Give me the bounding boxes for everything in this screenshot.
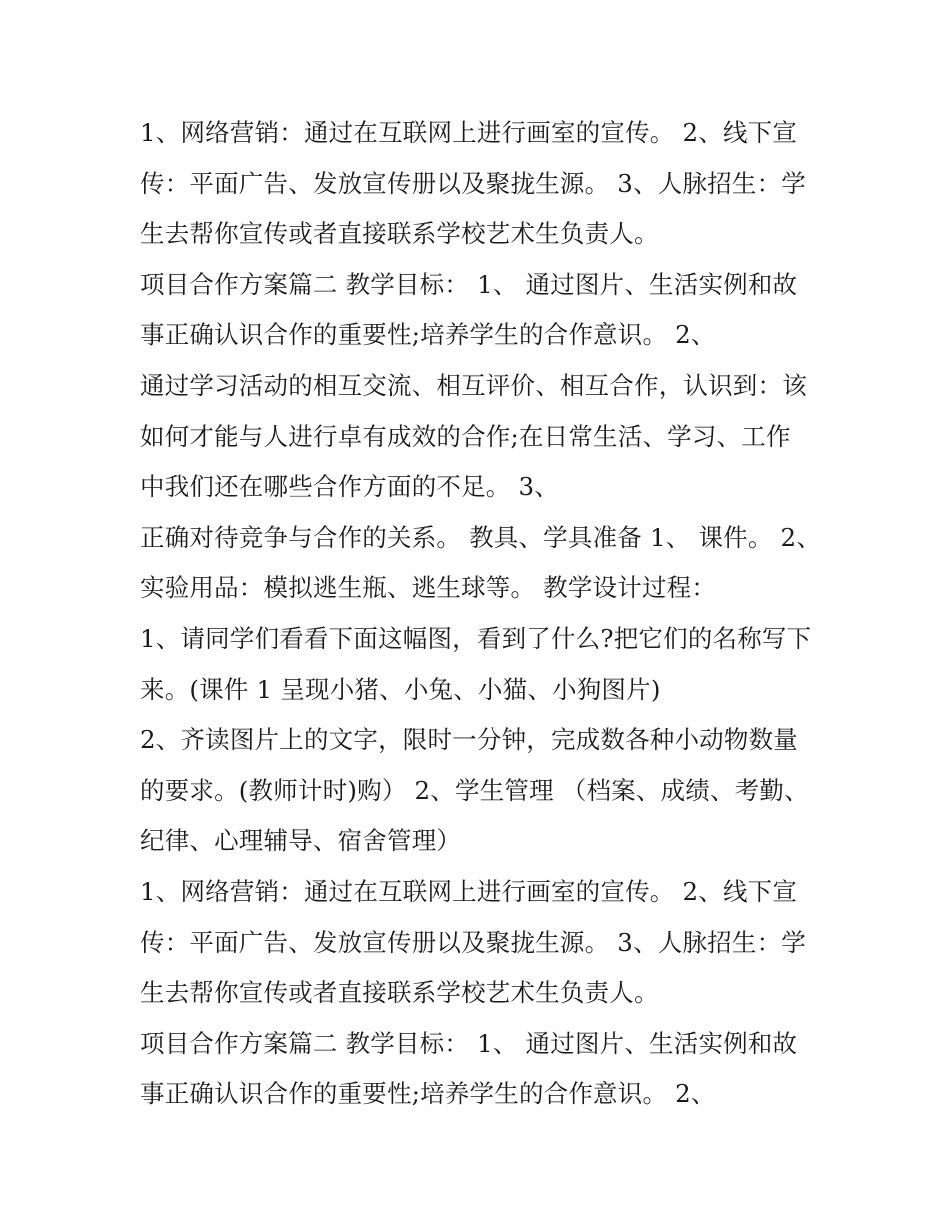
text-line-15: 纪律、心理辅导、宿舍管理） (140, 826, 462, 856)
body-text (140, 108, 830, 1120)
text-line-16: 1、网络营销：通过在互联网上进行画室的宣传。 2、线下宣 (140, 876, 798, 906)
text-line-17: 传：平面广告、发放宣传册以及聚拢生源。 3、人脉招生：学 (140, 927, 806, 957)
text-line-13: 2、齐读图片上的文字，限时一分钟，完成数各种小动物数量 (140, 725, 798, 755)
text-line-7: 如何才能与人进行卓有成效的合作;在日常生活、学习、工作 (140, 421, 791, 451)
text-line-2: 传：平面广告、发放宣传册以及聚拢生源。 3、人脉招生：学 (140, 168, 806, 198)
text-line-14: 的要求。(教师计时)购） 2、学生管理 （档案、成绩、考勤、 (140, 775, 809, 805)
text-line-9: 正确对待竞争与合作的关系。 教具、学具准备 1、 课件。 2、 (140, 522, 822, 552)
text-line-1: 1、网络营销：通过在互联网上进行画室的宣传。 2、线下宣 (140, 118, 798, 147)
text-line-18: 生去帮你宣传或者直接联系学校艺术生负责人。 (140, 978, 659, 1008)
text-line-11: 1、请同学们看看下面这幅图，看到了什么?把它们的名称写下 (140, 623, 812, 653)
text-line-4: 项目合作方案篇二 教学目标： 1、 通过图片、生活实例和故 (140, 269, 798, 299)
text-line-5: 事正确认识合作的重要性;培养学生的合作意识。 2、 (140, 320, 716, 350)
text-line-12: 来。(课件 1 呈现小猪、小兔、小猫、小狗图片) (140, 674, 661, 704)
text-line-6: 通过学习活动的相互交流、相互评价、相互合作，认识到：该 (140, 370, 807, 400)
text-line-20: 事正确认识合作的重要性;培养学生的合作意识。 2、 (140, 1079, 716, 1109)
text-line-19: 项目合作方案篇二 教学目标： 1、 通过图片、生活实例和故 (140, 1028, 798, 1058)
text-line-10: 实验用品：模拟逃生瓶、逃生球等。 教学设计过程： (140, 573, 717, 603)
text-line-8: 中我们还在哪些合作方面的不足。 3、 (140, 472, 559, 502)
text-line-3: 生去帮你宣传或者直接联系学校艺术生负责人。 (140, 219, 659, 249)
